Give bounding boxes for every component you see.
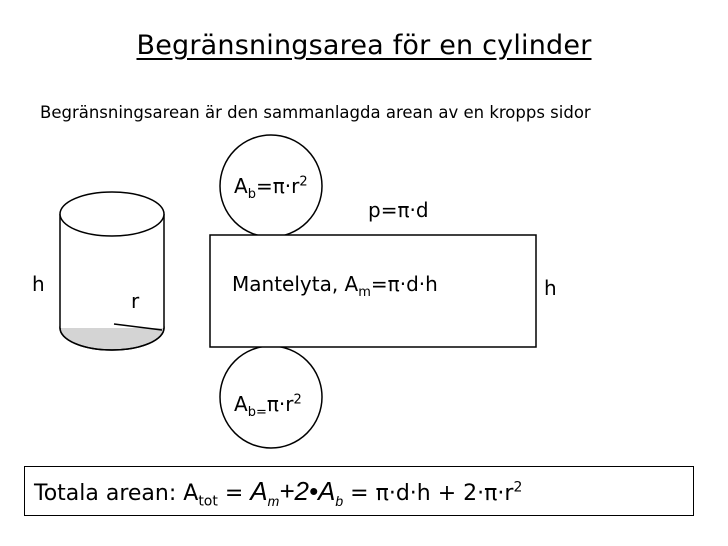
total-ab: A (318, 476, 336, 506)
total-plus-two: +2• (279, 476, 319, 506)
top-circle-exponent: 2 (299, 174, 308, 190)
cylinder-radius-label: r (131, 289, 140, 313)
cylinder-height-label: h (32, 272, 45, 296)
bottom-circle-symbol: A (234, 392, 248, 416)
cylinder-drawing (60, 192, 164, 350)
bottom-circle-sub: b= (247, 405, 267, 420)
total-prefix: Totala arean: A (34, 481, 199, 506)
total-prefix-sub: tot (198, 493, 218, 510)
perimeter-label: p=π·d (368, 198, 429, 222)
bottom-circle-exponent: 2 (293, 392, 302, 408)
bottom-circle-formula (234, 392, 302, 420)
top-circle-formula (234, 174, 308, 202)
total-equals: = (217, 481, 251, 506)
total-expansion-exponent: 2 (513, 479, 523, 496)
bottom-circle-expression: π·r (266, 392, 294, 416)
cylinder-top-base (60, 192, 164, 236)
mantle-prefix: Mantelyta, A (232, 272, 359, 296)
top-circle-symbol: A (234, 174, 248, 198)
top-circle-sub: b (247, 187, 256, 202)
total-am-term (250, 476, 344, 510)
total-am: A (250, 476, 268, 506)
top-circle-expression: =π·r (255, 174, 300, 198)
mantle-formula (232, 272, 438, 300)
page-title: Begränsningsarea för en cylinder (136, 30, 592, 61)
total-expansion: = π·d·h + 2·π·r (343, 481, 514, 506)
rectangle-height-label: h (544, 276, 557, 300)
intro-text: Begränsningsarean är den sammanlagda arean av en kropps sidor (40, 103, 591, 122)
mantle-sub: m (358, 285, 371, 300)
mantle-expression: =π·d·h (370, 272, 438, 296)
total-am-sub: m (267, 493, 280, 510)
total-ab-sub: b (335, 493, 344, 510)
total-area-formula (34, 476, 522, 509)
